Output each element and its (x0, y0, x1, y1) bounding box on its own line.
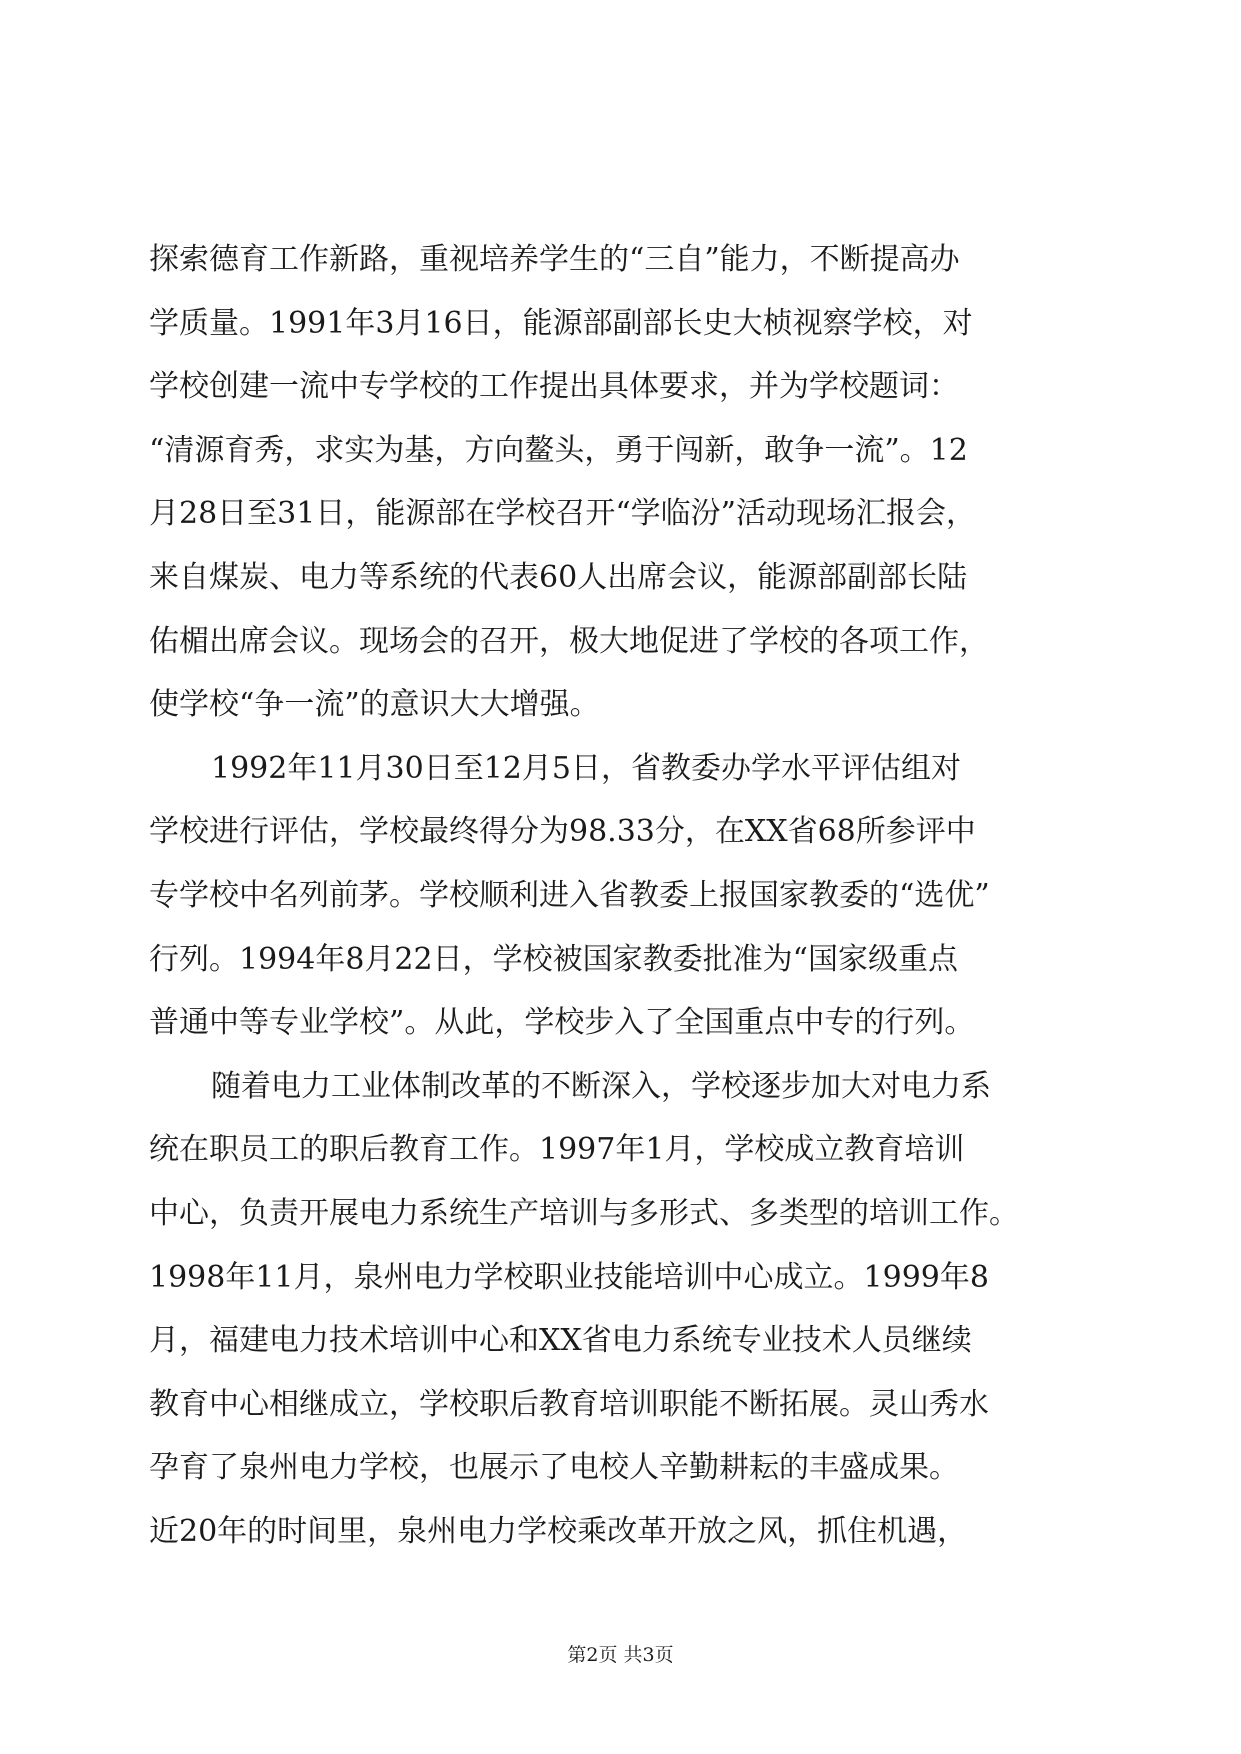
text-line: “清源育秀，求实为基，方向鳌头，勇于闯新，敢争一流”。12 (149, 432, 968, 468)
text-line: 月，福建电力技术培训中心和XX省电力系统专业技术人员继续 (149, 1323, 972, 1359)
text-line: 统在职员工的职后教育工作。1997年1月，学校成立教育培训 (149, 1132, 965, 1168)
text-line: 近20年的时间里，泉州电力学校乘改革开放之风，抓住机遇， (149, 1513, 968, 1549)
document-body (149, 228, 1094, 1563)
text-line: 1998年11月，泉州电力学校职业技能培训中心成立。1999年8 (149, 1259, 989, 1295)
text-line: 随着电力工业体制改革的不断深入，学校逐步加大对电力系 (211, 1068, 991, 1104)
text-line: 学校创建一流中专学校的工作提出具体要求，并为学校题词： (149, 369, 959, 405)
text-line: 1992年11月30日至12月5日，省教委办学水平评估组对 (211, 750, 961, 786)
text-line: 佑楣出席会议。现场会的召开，极大地促进了学校的各项工作， (149, 623, 989, 659)
text-line: 中心，负责开展电力系统生产培训与多形式、多类型的培训工作。 (149, 1195, 1019, 1231)
text-line: 学质量。1991年3月16日，能源部副部长史大桢视察学校，对 (149, 305, 973, 341)
text-line: 来自煤炭、电力等系统的代表60人出席会议，能源部副部长陆 (149, 559, 968, 595)
text-line: 专学校中名列前茅。学校顺利进入省教委上报国家教委的“选优” (149, 877, 990, 913)
text-line: 孕育了泉州电力学校，也展示了电校人辛勤耕耘的丰盛成果。 (149, 1450, 959, 1486)
text-line: 探索德育工作新路，重视培养学生的“三自”能力，不断提高办 (149, 242, 960, 277)
text-line: 教育中心相继成立，学校职后教育培训职能不断拓展。灵山秀水 (149, 1386, 989, 1422)
text-line: 学校进行评估，学校最终得分为98.33分，在XX省68所参评中 (149, 814, 976, 850)
text-line: 月28日至31日，能源部在学校召开“学临汾”活动现场汇报会， (149, 496, 977, 532)
text-line: 使学校“争一流”的意识大大增强。 (149, 687, 600, 723)
text-line: 普通中等专业学校”。从此，学校步入了全国重点中专的行列。 (149, 1005, 975, 1041)
text-line: 行列。1994年8月22日，学校被国家教委批准为“国家级重点 (149, 941, 958, 977)
page-footer: 第2页 共3页 (567, 1644, 674, 1666)
